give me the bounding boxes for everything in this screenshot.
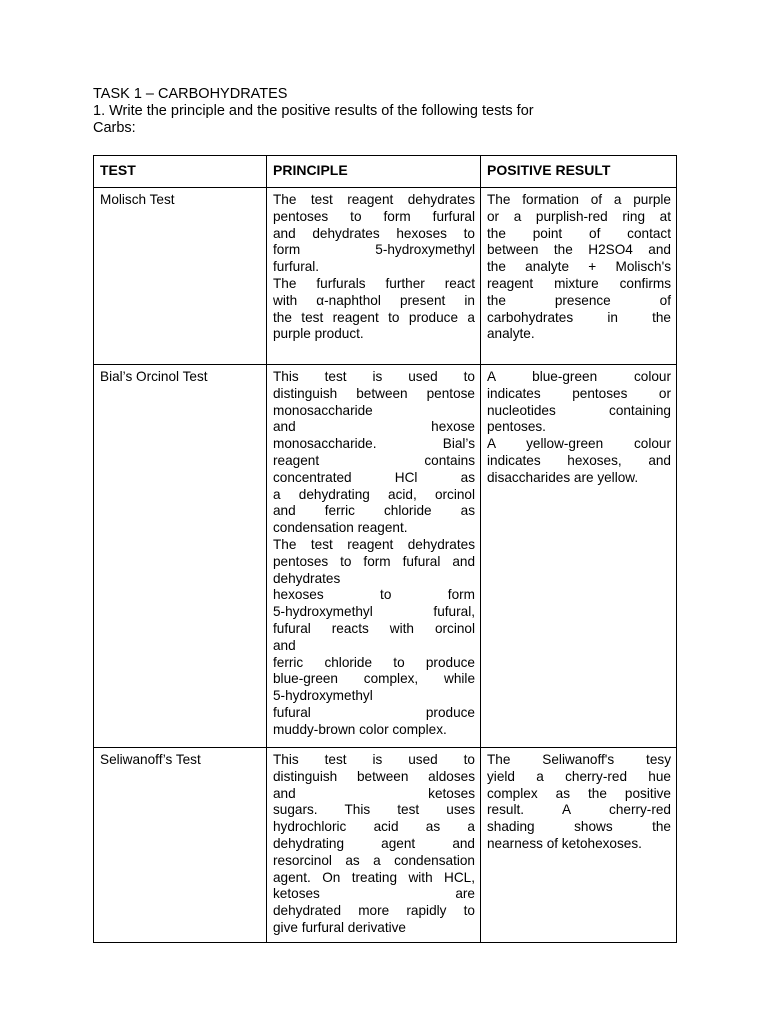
principle-cell <box>267 188 481 365</box>
principle-line: muddy-brown color complex. <box>273 721 447 737</box>
result-line: disaccharides are yellow. <box>487 469 639 485</box>
result-line: between the H2SO4 and <box>487 242 671 258</box>
carbohydrate-tests-table <box>93 155 677 943</box>
result-line: indicates hexoses, and <box>487 452 671 468</box>
principle-line: condensation reagent. <box>273 520 408 536</box>
principle-line: give furfural derivative <box>273 919 406 935</box>
test-name-cell: Seliwanoff’s Test <box>94 748 267 943</box>
principle-line: This test is used to <box>273 752 475 767</box>
result-line: or a purplish-red ring at <box>487 208 671 224</box>
result-line: the point of contact <box>487 225 671 241</box>
result-line: pentoses. <box>487 419 546 435</box>
test-name-cell: Molisch Test <box>94 188 267 365</box>
principle-line: and <box>273 637 296 653</box>
positive-result-cell <box>481 188 677 365</box>
task-heading <box>93 86 693 137</box>
principle-line: The test reagent dehydrates <box>273 192 475 207</box>
principle-line: furfural. <box>273 259 320 275</box>
principle-line: ketoses are <box>273 886 475 902</box>
principle-line: and dehydrates hexoses to <box>273 225 475 241</box>
principle-cell <box>267 748 481 943</box>
result-line: The Seliwanoff's tesy <box>487 752 671 767</box>
principle-line: fufural produce <box>273 704 475 720</box>
principle-line: The furfurals further react <box>273 275 475 291</box>
principle-line: distinguish between pentose <box>273 385 475 401</box>
principle-line: the test reagent to produce a <box>273 309 475 325</box>
result-line: yield a cherry-red hue <box>487 768 671 784</box>
test-name-cell: Bial’s Orcinol Test <box>94 365 267 748</box>
result-line: the presence of <box>487 292 671 308</box>
result-line: nearness of ketohexoses. <box>487 835 642 851</box>
result-line: nucleotides containing <box>487 402 671 418</box>
principle-line: ferric chloride to produce <box>273 654 475 670</box>
result-line: carbohydrates in the <box>487 309 671 325</box>
principle-line: pentoses to form fufural and <box>273 553 475 569</box>
principle-line: dehydrates <box>273 570 341 586</box>
principle-line: 5-hydroxymethyl fufural, <box>273 604 475 620</box>
instruction-line-1: 1. Write the principle and the positive results of the following tests for <box>93 103 534 119</box>
principle-line: 5-hydroxymethyl <box>273 688 373 704</box>
principle-line: a dehydrating acid, orcinol <box>273 486 475 502</box>
principle-line: reagent contains <box>273 452 475 468</box>
principle-line: blue-green complex, while <box>273 671 475 687</box>
principle-line: fufural reacts with orcinol <box>273 620 475 636</box>
principle-line: concentrated HCl as <box>273 469 475 485</box>
positive-result-cell <box>481 748 677 943</box>
principle-line: monosaccharide. Bial’s <box>273 436 475 452</box>
header-positive-result: POSITIVE RESULT <box>481 156 677 188</box>
result-line: analyte. <box>487 326 535 342</box>
principle-line: hexoses to form <box>273 587 475 603</box>
principle-cell <box>267 365 481 748</box>
table-row <box>94 365 677 748</box>
header-principle: PRINCIPLE <box>267 156 481 188</box>
result-line: reagent mixture confirms <box>487 275 671 291</box>
principle-line: The test reagent dehydrates <box>273 536 475 552</box>
table-header-row <box>94 156 677 188</box>
task-title: TASK 1 – CARBOHYDRATES <box>93 86 288 102</box>
principle-line: with α-naphthol present in <box>273 292 475 308</box>
principle-line: pentoses to form furfural <box>273 208 475 224</box>
principle-line: and hexose <box>273 419 475 435</box>
principle-line: dehydrated more rapidly to <box>273 903 475 919</box>
principle-line: resorcinol as a condensation <box>273 852 475 868</box>
principle-line: purple product. <box>273 326 364 342</box>
result-line: A blue-green colour <box>487 369 671 384</box>
result-line: the analyte + Molisch's <box>487 259 671 275</box>
instruction-line-2: Carbs: <box>93 120 136 136</box>
principle-line: and ferric chloride as <box>273 503 475 519</box>
header-test: TEST <box>94 156 267 188</box>
table-row <box>94 748 677 943</box>
principle-line: agent. On treating with HCL, <box>273 869 475 885</box>
principle-line: sugars. This test uses <box>273 802 475 818</box>
principle-line: monosaccharide <box>273 402 373 418</box>
result-line: The formation of a purple <box>487 192 671 207</box>
result-line: A yellow-green colour <box>487 436 671 452</box>
result-line: indicates pentoses or <box>487 385 671 401</box>
principle-line: form 5-hydroxymethyl <box>273 242 475 258</box>
table-row <box>94 188 677 365</box>
result-line: shading shows the <box>487 819 671 835</box>
principle-line: distinguish between aldoses <box>273 768 475 784</box>
result-line: result. A cherry-red <box>487 802 671 818</box>
principle-line: and ketoses <box>273 785 475 801</box>
principle-line: hydrochloric acid as a <box>273 819 475 835</box>
principle-line: dehydrating agent and <box>273 835 475 851</box>
principle-line: This test is used to <box>273 369 475 384</box>
positive-result-cell <box>481 365 677 748</box>
result-line: complex as the positive <box>487 785 671 801</box>
